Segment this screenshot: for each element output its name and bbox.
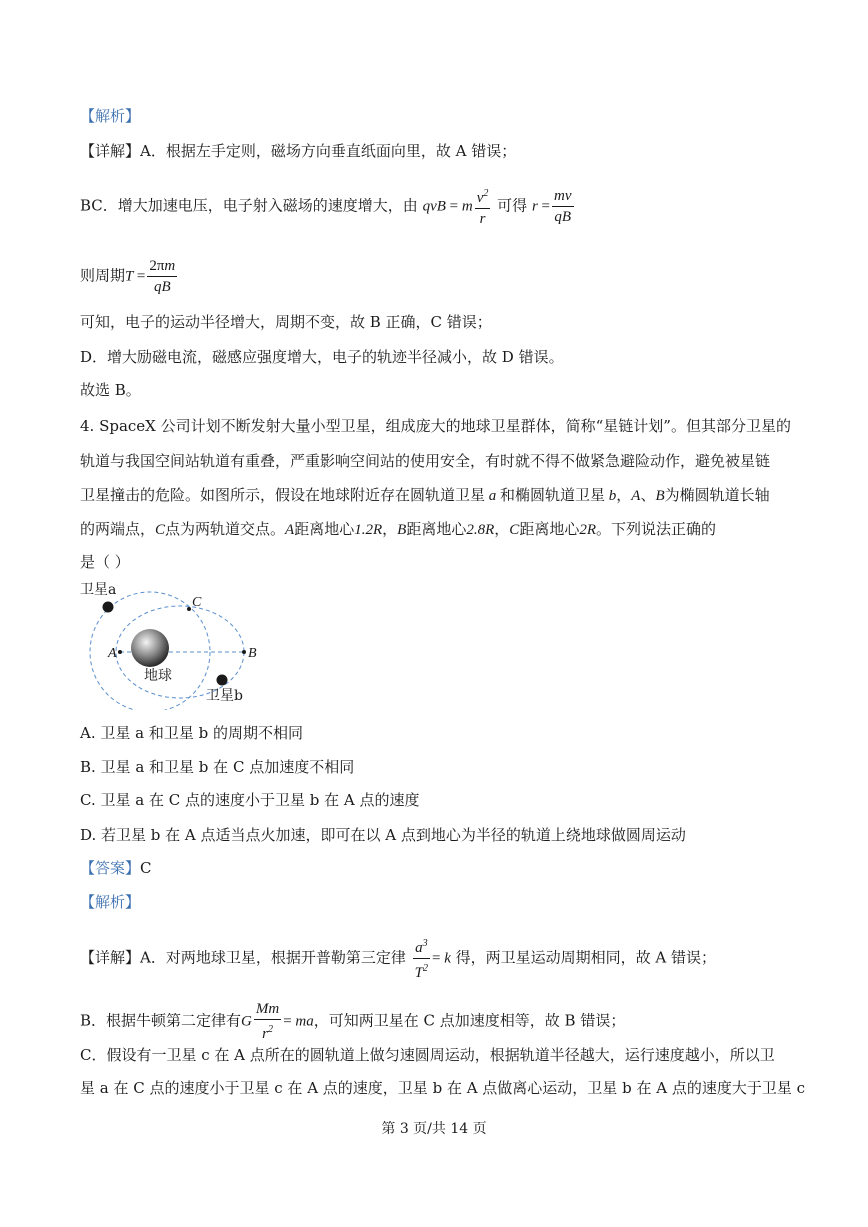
fraction-mv-qb: $\frac{mv}{qB}$ <box>554 188 572 225</box>
fraction-mm-r2: $\frac{Mm}{r^2}$ <box>255 1001 280 1042</box>
label-sat-a: 卫星a <box>80 582 117 598</box>
detail-prefix: 【详解】 <box>80 142 141 160</box>
formula-T: T = <box>125 268 146 285</box>
prev-a-text: A．根据左手定则，磁场方向垂直纸面向里，故 A 错误； <box>140 142 517 160</box>
page-footer: 第 3 页/共 14 页 <box>381 1121 487 1137</box>
option-c: C. 卫星 a 在 C 点的速度小于卫星 b 在 A 点的速度 <box>80 791 420 809</box>
satellite-b-icon <box>217 675 228 686</box>
fraction-2pim-qb: $\frac{2\pi m}{qB}$ <box>149 258 176 295</box>
bc-line <box>80 185 576 228</box>
answer-value: C <box>140 859 152 877</box>
fraction-v2-r: $\frac{v^2}{r}$ <box>475 185 491 228</box>
label-c: C <box>192 595 202 610</box>
satellite-a-icon <box>103 602 114 613</box>
detail-line-a <box>80 141 516 161</box>
q4-line4: 的两端点，C点为两轨道交点。A距离地心1.2R，B距离地心2.8R，C距离地心2R。下列说法正确的 <box>80 520 717 538</box>
formula-qvb: qvB = m <box>422 198 473 215</box>
solution-a: 【详解】A．对两地球卫星，根据开普勒第三定律 $\frac{a^3}{T^2}$ = k 得，两卫星运动周期相同，故 A 错误； <box>80 935 716 982</box>
analysis-label-1: 【解析】 <box>80 107 141 125</box>
point-c-dot <box>187 607 191 611</box>
period-line <box>80 257 179 296</box>
answer-label: 【答案】 <box>80 859 141 877</box>
conclusion-line: 可知，电子的运动半径增大，周期不变，故 B 正确，C 错误； <box>80 313 492 331</box>
q4-line3: 卫星撞击的危险。如图所示，假设在地球附近存在圆轨道卫星 a 和椭圆轨道卫星 b，A、B为椭圆轨道长轴 <box>80 486 770 504</box>
fraction-a3-t2: $\frac{a^3}{T^2}$ <box>413 935 430 982</box>
point-a-dot <box>118 650 122 654</box>
bc-mid: 可得 <box>497 196 528 215</box>
bc-text: BC．增大加速电压，电子射入磁场的速度增大，由 <box>80 196 418 215</box>
label-sat-b: 卫星b <box>206 688 243 704</box>
q4-line1: 4. SpaceX 公司计划不断发射大量小型卫星，组成庞大的地球卫星群体，简称“星链计划”。但其部分卫星的 <box>80 417 791 435</box>
solution-c2: 星 a 在 C 点的速度小于卫星 c 在 A 点的速度，卫星 b 在 A 点做离心运动，卫星 b 在 A 点的速度大于卫星 c <box>80 1079 805 1097</box>
orbit-diagram <box>78 580 278 710</box>
q4-line5: 是（ ） <box>80 553 130 571</box>
choose-line: 故选 B。 <box>80 381 141 399</box>
option-b: B. 卫星 a 和卫星 b 在 C 点加速度不相同 <box>80 758 355 776</box>
earth-icon <box>131 629 169 667</box>
option-a: A. 卫星 a 和卫星 b 的周期不相同 <box>80 724 303 742</box>
d-line: D．增大励磁电流，磁感应强度增大，电子的轨迹半径减小，故 D 错误。 <box>80 348 564 366</box>
point-b-dot <box>242 650 246 654</box>
analysis-label-2: 【解析】 <box>80 893 141 911</box>
answer-line <box>80 858 152 878</box>
solution-c1: C．假设有一卫星 c 在 A 点所在的圆轨道上做匀速圆周运动，根据轨道半径越大，运行速度越小，所以卫 <box>80 1046 775 1064</box>
option-d: D. 若卫星 b 在 A 点适当点火加速，即可在以 A 点到地心为半径的轨道上绕地球做圆周运动 <box>80 826 686 844</box>
label-a: A <box>108 646 117 661</box>
formula-r: r = <box>531 198 551 215</box>
label-b: B <box>248 646 257 661</box>
label-earth: 地球 <box>144 668 172 684</box>
solution-b: B．根据牛顿第二定律有G $\frac{Mm}{r^2}$ = ma，可知两卫星在 C 点加速度相等，故 B 错误； <box>80 1001 626 1042</box>
period-prefix: 则周期 <box>80 266 126 285</box>
q4-line2: 轨道与我国空间站轨道有重叠，严重影响空间站的使用安全，有时就不得不做紧急避险动作，避免被星链 <box>80 452 771 470</box>
